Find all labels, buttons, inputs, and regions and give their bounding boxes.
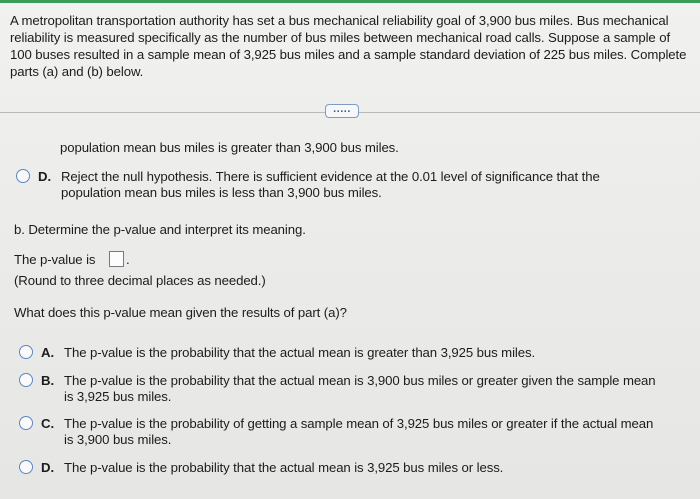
part-b-option-a-radio[interactable] [19,345,33,359]
part-b-heading: b. Determine the p-value and interpret its meaning. [14,222,306,237]
question-intro: A metropolitan transportation authority has set a bus mechanical reliability goal of 3,900 bus miles. Bus mechanical reliability is measured specifically as the number of bus miles between mechanical road calls. Suppose a sample of 100 buses resulted in a sample mean of 3,925 bus miles and a sample standard deviation of 225 bus miles. Complete parts (a) and (b) below. [10,13,687,79]
part-a-option-d-radio[interactable] [16,169,30,183]
part-b-option-d-radio[interactable] [19,460,33,474]
part-b-option-d-letter: D. [41,460,55,475]
part-b-option-b-letter: B. [41,373,55,388]
part-b-option-a-line1: The p-value is the probability that the actual mean is greater than 3,925 bus miles. [64,345,536,360]
part-a-option-d-line2: population mean bus miles is less than 3,900 bus miles. [61,185,382,200]
part-a-option-d-line1: Reject the null hypothesis. There is sufficient evidence at the 0.01 level of significance that the [61,169,600,184]
expand-more-button[interactable] [325,104,359,118]
pvalue-answer-input[interactable] [109,251,124,267]
part-b-option-c-radio[interactable] [19,416,33,430]
part-b-option-c-line2: is 3,900 bus miles. [64,432,172,447]
round-note: (Round to three decimal places as needed.) [14,273,266,288]
part-b-option-b-radio[interactable] [19,373,33,387]
part-a-option-d-letter: D. [38,169,52,184]
part-b-option-b-line2: is 3,925 bus miles. [64,389,172,404]
pvalue-meaning-question: What does this p-value mean given the results of part (a)? [14,305,347,320]
top-accent-bar [0,0,700,3]
part-b-option-c-letter: C. [41,416,55,431]
option-c-tail-text: population mean bus miles is greater than 3,900 bus miles. [60,140,399,155]
pvalue-label: The p-value is [14,252,96,267]
pvalue-period: . [126,252,130,267]
part-b-option-d-line1: The p-value is the probability that the actual mean is 3,925 bus miles or less. [64,460,504,475]
part-b-option-c-line1: The p-value is the probability of getting a sample mean of 3,925 bus miles or greater if the actual mean [64,416,654,431]
more-dots-icon: ..... [333,102,351,115]
part-b-option-b-line1: The p-value is the probability that the actual mean is 3,900 bus miles or greater given the sample mean [64,373,656,388]
part-b-option-a-letter: A. [41,345,55,360]
